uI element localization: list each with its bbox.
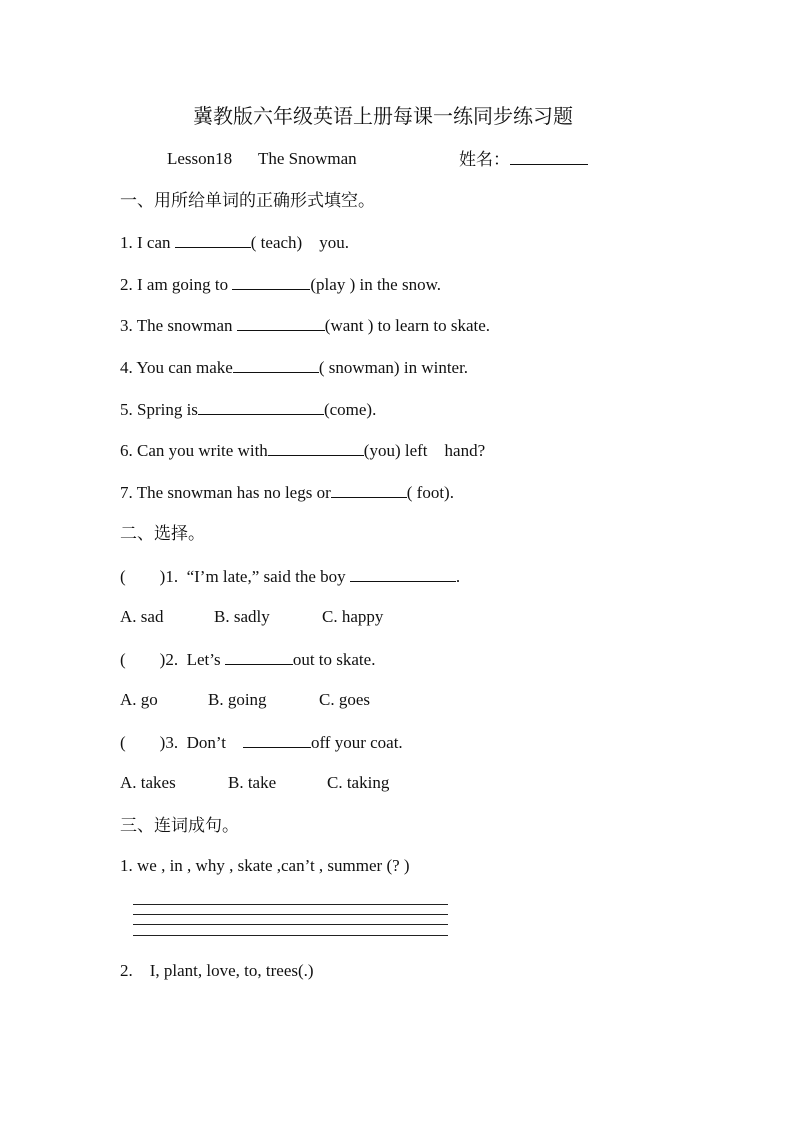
fill-item-6 [120,440,485,461]
section1-heading: 一、用所给单词的正确形式填空。 [120,191,375,210]
fill-item-2 [120,274,441,295]
answer-paren[interactable]: ( )3. [120,733,179,752]
fill-item-7 [120,482,454,503]
fill-item-5 [120,399,376,420]
writing-line[interactable] [133,935,448,936]
answer-blank[interactable] [198,399,324,415]
reorder-item-1: 1. we , in , why , skate ,can’t , summer (? ) [120,856,410,875]
option-c[interactable]: C. happy [322,607,384,626]
section3-heading: 三、连词成句。 [120,816,239,835]
fill-item-3 [120,315,490,336]
question-tail: off your coat. [310,733,403,752]
option-c[interactable]: C. goes [319,690,370,709]
fill-item-4 [120,357,468,378]
question-tail: . [455,567,461,586]
writing-line[interactable] [133,924,448,925]
option-a[interactable]: A. takes [120,773,176,792]
item-hint: (come). [323,400,377,419]
lesson-title: The Snowman [258,149,357,168]
answer-blank[interactable] [225,649,293,665]
answer-blank[interactable] [268,440,364,456]
question-text: Let’s [186,650,225,669]
item-text: 4. You can make [120,358,233,377]
option-b[interactable]: B. take [228,773,277,792]
item-text: 3. The snowman [120,316,237,335]
answer-blank[interactable] [232,274,310,290]
lesson-number: Lesson18 [167,149,233,168]
option-b[interactable]: B. going [208,690,267,709]
item-hint: (play ) in the snow. [310,275,442,294]
answer-paren[interactable]: ( )1. [120,567,179,586]
option-a[interactable]: A. sad [120,607,164,626]
choice-question-2 [120,649,375,670]
choice-question-3 [120,732,403,753]
item-hint: ( snowman) in winter. [318,358,469,377]
answer-blank[interactable] [237,315,325,331]
answer-blank[interactable] [350,566,456,582]
answer-paren[interactable]: ( )2. [120,650,179,669]
answer-blank[interactable] [175,232,251,248]
question-text: “I’m late,” said the boy [186,567,350,586]
answer-blank[interactable] [331,482,407,498]
answer-blank[interactable] [243,732,311,748]
question-tail: out to skate. [292,650,376,669]
reorder-item-2: 2. I, plant, love, to, trees(.) [120,961,314,980]
name-field[interactable] [459,149,588,170]
option-a[interactable]: A. go [120,690,158,709]
item-text: 5. Spring is [120,400,198,419]
item-hint: (you) left hand? [363,441,486,460]
option-c[interactable]: C. taking [327,773,390,792]
name-blank[interactable] [510,149,588,165]
document-title: 冀教版六年级英语上册每课一练同步练习题 [193,106,573,128]
item-hint: ( teach) you. [250,233,349,252]
fill-item-1 [120,232,349,253]
item-text: 6. Can you write with [120,441,268,460]
choice-question-1 [120,566,460,587]
writing-line[interactable] [133,904,448,905]
section2-heading: 二、选择。 [120,524,205,543]
item-text: 7. The snowman has no legs or [120,483,331,502]
item-hint: (want ) to learn to skate. [324,316,491,335]
item-hint: ( foot). [406,483,454,502]
item-text: 1. I can [120,233,175,252]
name-label: 姓名： [459,150,510,169]
question-text: Don’t [186,733,243,752]
answer-blank[interactable] [233,357,319,373]
item-text: 2. I am going to [120,275,233,294]
option-b[interactable]: B. sadly [214,607,270,626]
writing-line[interactable] [133,914,448,915]
